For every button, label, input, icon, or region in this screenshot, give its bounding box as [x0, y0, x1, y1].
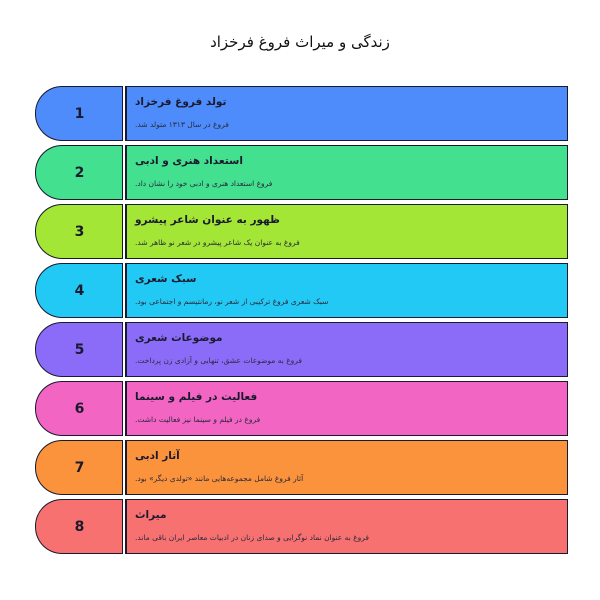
timeline-step	[35, 322, 566, 377]
timeline-step	[35, 263, 566, 318]
step-number-tab: 6	[35, 381, 123, 436]
step-description: فروغ در فیلم و سینما نیز فعالیت داشت.	[135, 415, 261, 424]
timeline-step	[35, 86, 566, 141]
step-number-tab: 8	[35, 499, 123, 554]
step-description: سبک شعری فروغ ترکیبی از شعر نو، رمانتیسم و اجتماعی بود.	[135, 297, 329, 306]
step-title: فعالیت در فیلم و سینما	[135, 391, 258, 403]
step-card	[126, 263, 568, 318]
step-card	[126, 499, 568, 554]
timeline-step	[35, 204, 566, 259]
step-description: فروغ در سال ۱۳۱۳ متولد شد.	[135, 120, 229, 129]
step-number-tab: 1	[35, 86, 123, 141]
step-number-tab: 3	[35, 204, 123, 259]
step-title: سبک شعری	[135, 273, 197, 285]
step-card	[126, 440, 568, 495]
step-title: ظهور به عنوان شاعر پیشرو	[135, 214, 280, 226]
step-title: میراث	[135, 509, 167, 521]
step-title: استعداد هنری و ادبی	[135, 155, 243, 167]
timeline-step	[35, 145, 566, 200]
timeline	[35, 86, 566, 558]
step-number-tab: 4	[35, 263, 123, 318]
step-card	[126, 381, 568, 436]
step-description: آثار فروغ شامل مجموعه‌هایی مانند «تولدی دیگر» بود.	[135, 474, 304, 483]
step-description: فروغ به موضوعات عشق، تنهایی و آزادی زن پرداخت.	[135, 356, 303, 365]
step-number-tab: 7	[35, 440, 123, 495]
diagram-title: زندگی و میراث فروغ فرخزاد	[210, 33, 390, 51]
step-description: فروغ به عنوان یک شاعر پیشرو در شعر نو ظاهر شد.	[135, 238, 300, 247]
step-card	[126, 322, 568, 377]
step-card	[126, 145, 568, 200]
step-title: موضوعات شعری	[135, 332, 223, 344]
step-card	[126, 204, 568, 259]
timeline-step	[35, 499, 566, 554]
step-description: فروغ استعداد هنری و ادبی خود را نشان داد.	[135, 179, 273, 188]
step-number-tab: 5	[35, 322, 123, 377]
step-title: آثار ادبی	[135, 450, 180, 462]
step-title: تولد فروغ فرخزاد	[135, 96, 227, 108]
timeline-step	[35, 381, 566, 436]
timeline-step	[35, 440, 566, 495]
step-card	[126, 86, 568, 141]
step-number-tab: 2	[35, 145, 123, 200]
step-description: فروغ به عنوان نماد نوگرایی و صدای زنان در ادبیات معاصر ایران باقی ماند.	[135, 533, 369, 542]
